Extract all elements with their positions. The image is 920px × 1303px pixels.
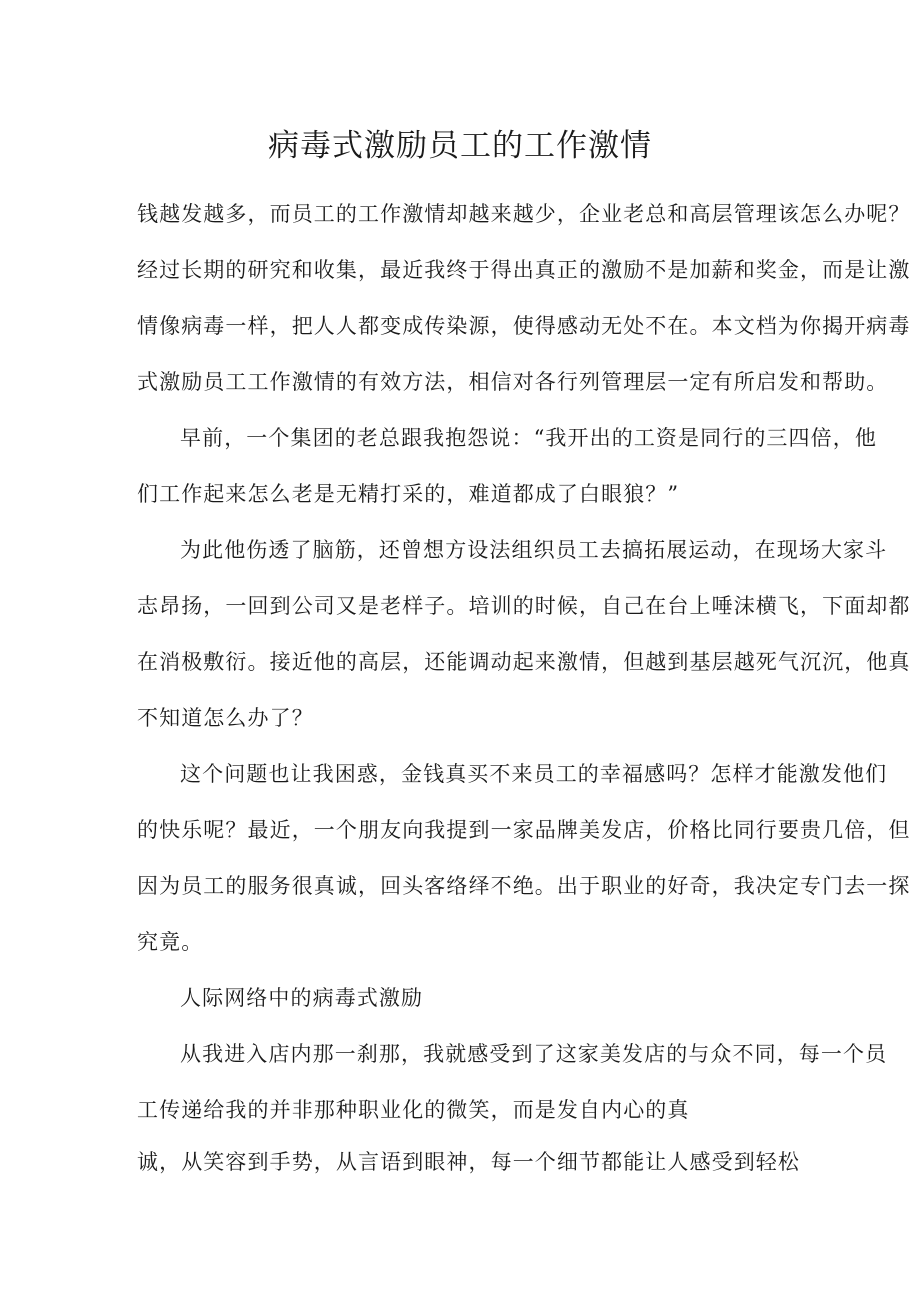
paragraph-first-line: 人际网络中的病毒式激励 <box>180 986 424 1010</box>
paragraph-line: 诚，从笑容到手势，从言语到眼神，每一个细节都能让人感受到轻松 <box>137 1150 800 1174</box>
paragraph-line: 的快乐呢？最近，一个朋友向我提到一家品牌美发店，价格比同行要贵几倍，但 <box>137 818 911 842</box>
paragraph-first-line: 这个问题也让我困惑，金钱真买不来员工的幸福感吗？怎样才能激发他们 <box>180 762 888 786</box>
paragraph-line: 情像病毒一样，把人人都变成传染源，使得感动无处不在。本文档为你揭开病毒 <box>137 314 911 338</box>
paragraph-line: 志昂扬，一回到公司又是老样子。培训的时候，自己在台上唾沫横飞，下面却都 <box>137 594 911 618</box>
paragraph-line: 经过长期的研究和收集，最近我终于得出真正的激励不是加薪和奖金，而是让激 <box>137 258 911 282</box>
document-title: 病毒式激励员工的工作激情 <box>268 128 652 164</box>
paragraph-line: 钱越发越多，而员工的工作激情却越来越少，企业老总和高层管理该怎么办呢？ <box>137 202 911 226</box>
paragraph-line: 究竟。 <box>137 930 204 954</box>
paragraph-first-line: 为此他伤透了脑筋，还曾想方设法组织员工去搞拓展运动，在现场大家斗 <box>180 538 888 562</box>
paragraph-line: 们工作起来怎么老是无精打采的，难道都成了白眼狼？” <box>137 482 680 506</box>
paragraph-first-line: 从我进入店内那一刹那，我就感受到了这家美发店的与众不同，每一个员 <box>180 1042 888 1066</box>
paragraph-line: 工传递给我的并非那种职业化的微笑，而是发自内心的真 <box>137 1098 690 1122</box>
paragraph-line: 式激励员工工作激情的有效方法，相信对各行列管理层一定有所启发和帮助。 <box>137 370 889 394</box>
paragraph-line: 不知道怎么办了？ <box>137 706 314 730</box>
paragraph-line: 因为员工的服务很真诚，回头客络绎不绝。出于职业的好奇，我决定专门去一探 <box>137 874 911 898</box>
paragraph-first-line: 早前，一个集团的老总跟我抱怨说：“我开出的工资是同行的三四倍，他 <box>180 426 877 450</box>
paragraph-line: 在消极敷衍。接近他的高层，还能调动起来激情，但越到基层越死气沉沉，他真 <box>137 650 911 674</box>
